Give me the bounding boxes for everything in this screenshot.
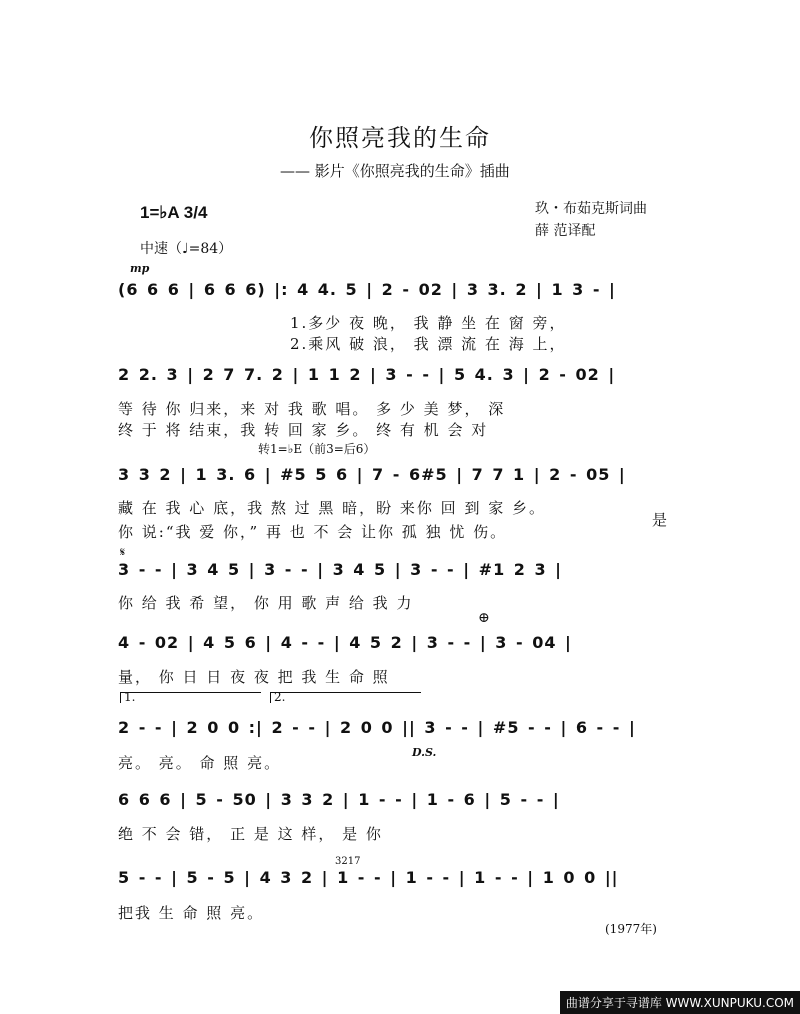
volta-1-bracket	[120, 692, 261, 703]
volta-1-label: 1.	[124, 690, 136, 704]
system-1-lyrics-verse-1: 1.多少 夜 晚， 我 静 坐 在 窗 旁，	[290, 314, 567, 332]
system-6-lyrics: 亮。 亮。 命 照 亮。	[118, 754, 282, 772]
dynamic-marking: mp	[130, 262, 150, 275]
system-5-lyrics: 量， 你 日 日 夜 夜 把 我 生 命 照	[118, 668, 390, 686]
system-5-notes: 4 - 02 | 4 5 6 | 4 - - | 4 5 2 | 3 - - | 3 - 04 |	[118, 633, 572, 652]
system-3-notes: 3 3 2 | 1 3. 6 | #5 5 6 | 7 - 6#5 | 7 7 1 | 2 - 05 |	[118, 465, 626, 484]
system-3-lyrics-verse-1: 藏 在 我 心 底，我 熬 过 黑 暗，盼 来你 回 到 家 乡。	[118, 499, 546, 517]
page-title: 你照亮我的生命	[309, 124, 491, 152]
footer-watermark: 曲谱分享于寻谱库 WWW.XUNPUKU.COM	[560, 991, 800, 1014]
system-2-notes: 2 2. 3 | 2 7 7. 2 | 1 1 2 | 3 - - | 5 4. 3 | 2 - 02 |	[118, 365, 616, 384]
system-3-side-lyric: 是	[652, 511, 670, 529]
grace-notes: 3217	[335, 856, 361, 867]
system-4-notes: 3 - - | 3 4 5 | 3 - - | 3 4 5 | 3 - - | #1 2 3 |	[118, 560, 563, 579]
year-note: (1977年)	[605, 922, 657, 936]
coda-sign: ⊕	[478, 610, 490, 626]
system-8-notes: 5 - - | 5 - 5 | 4 3 2 | 1 - - | 1 - - | 1 - - | 1 0 0 ||	[118, 868, 619, 887]
system-3-lyrics-verse-2: 你 说:“我 爱 你，” 再 也 不 会 让你 孤 独 忧 伤。	[118, 523, 508, 541]
system-7-notes: 6 6 6 | 5 - 50 | 3 3 2 | 1 - - | 1 - 6 | 5 - - |	[118, 790, 560, 809]
volta-2-bracket	[270, 692, 421, 703]
dal-segno-marking: D.S.	[412, 746, 437, 759]
system-2-lyrics-verse-1: 等 待 你 归来，来 对 我 歌 唱。 多 少 美 梦， 深	[118, 400, 506, 418]
segno-sign: 𝄋	[120, 545, 126, 559]
page-subtitle: —— 影片《你照亮我的生命》插曲	[280, 162, 510, 180]
system-7-lyrics: 绝 不 会 错， 正 是 这 样， 是 你	[118, 825, 383, 843]
key-signature: 1=♭A 3/4	[140, 203, 208, 222]
system-6-notes: 2 - - | 2 0 0 :| 2 - - | 2 0 0 || 3 - - | #5 - - | 6 - - |	[118, 718, 636, 737]
system-8-lyrics: 把我 生 命 照 亮。	[118, 904, 265, 922]
lyricist-credit: 玖・布茹克斯词曲	[535, 201, 647, 217]
system-2-lyrics-verse-2: 终 于 将 结束，我 转 回 家 乡。 终 有 机 会 对	[118, 421, 489, 439]
tempo-marking: 中速（♩=84）	[140, 241, 233, 257]
volta-2-label: 2.	[274, 690, 286, 704]
system-4-lyrics: 你 给 我 希 望， 你 用 歌 声 给 我 力	[118, 594, 414, 612]
arranger-credit: 薛 范译配	[535, 223, 596, 239]
system-1-lyrics-verse-2: 2.乘风 破 浪， 我 漂 流 在 海 上，	[290, 335, 567, 353]
system-1-notes: (6 6 6 | 6 6 6) |: 4 4. 5 | 2 - 02 | 3 3. 2 | 1 3 - |	[118, 280, 616, 299]
modulation-marking: 转1=♭E（前3=后6）	[258, 442, 376, 456]
